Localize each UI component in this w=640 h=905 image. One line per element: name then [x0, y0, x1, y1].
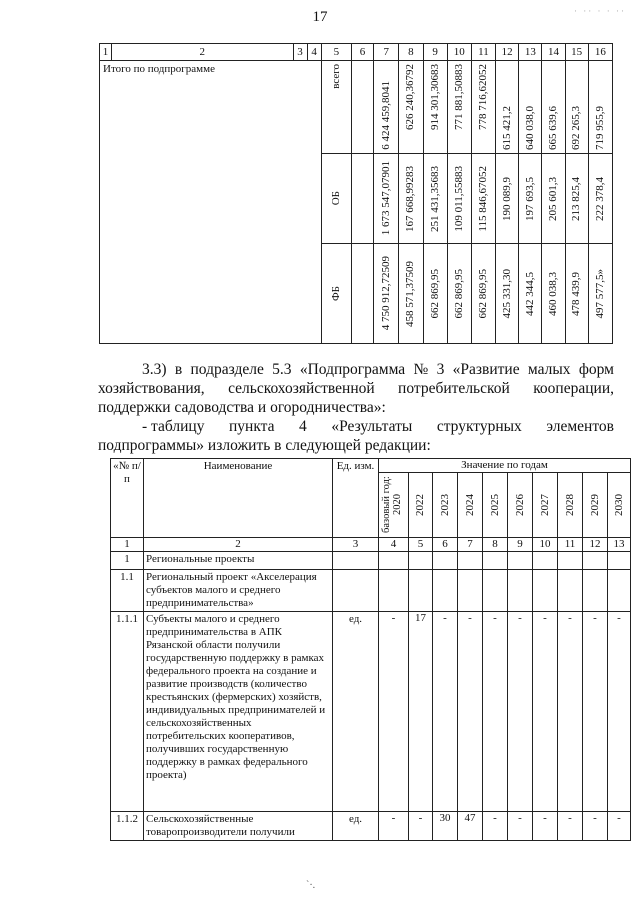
year-header: 2023	[433, 473, 458, 538]
row-value: -	[558, 812, 583, 841]
value-cell: 626 240,36792	[399, 61, 423, 154]
row-num: 1.1	[111, 570, 144, 612]
column-number: 10	[533, 538, 558, 552]
year-header: 2022	[409, 473, 433, 538]
column-number: 2	[112, 44, 293, 61]
value-cell: 197 693,5	[519, 154, 542, 244]
row-value: -	[458, 612, 483, 812]
row-num: 1	[111, 552, 144, 570]
row-value	[379, 552, 409, 570]
row-value	[583, 570, 608, 612]
value-cell: 771 881,50883	[447, 61, 471, 154]
value-cell: 222 378,4	[588, 154, 612, 244]
row-value	[458, 570, 483, 612]
row-value	[433, 570, 458, 612]
row-unit	[333, 552, 379, 570]
column-number: 9	[423, 44, 447, 61]
paragraph-line: хозяйствования, сельскохозяйственной потребительской кооперации,	[98, 380, 614, 397]
column-number: 6	[433, 538, 458, 552]
value-cell: 662 869,95	[447, 244, 471, 344]
row-value	[583, 552, 608, 570]
row-value: -	[583, 812, 608, 841]
page-number: 17	[312, 9, 328, 25]
column-number: 1	[111, 538, 144, 552]
scan-mark: `·.	[306, 880, 316, 891]
table-row	[111, 570, 631, 612]
year-header: 2026	[508, 473, 533, 538]
value-cell: 778 716,62052	[471, 61, 495, 154]
column-number: 5	[321, 44, 351, 61]
column-number: 14	[542, 44, 565, 61]
value-cell: 213 825,4	[565, 154, 588, 244]
row-value	[379, 570, 409, 612]
row-value: -	[409, 812, 433, 841]
row-value	[409, 552, 433, 570]
row-value	[533, 570, 558, 612]
column-number: 4	[379, 538, 409, 552]
group-label-all: всего	[321, 61, 351, 154]
column-number: 8	[483, 538, 508, 552]
row-value: -	[583, 612, 608, 812]
column-number-row	[100, 44, 613, 61]
value-cell: 6 424 459,8041	[374, 61, 399, 154]
value-cell: 109 011,55883	[447, 154, 471, 244]
row-value: 47	[458, 812, 483, 841]
header-row-1	[111, 459, 631, 473]
row-value: -	[533, 812, 558, 841]
column-number: 7	[458, 538, 483, 552]
row-value	[558, 570, 583, 612]
column-number: 12	[583, 538, 608, 552]
row-value: 17	[409, 612, 433, 812]
row-value: -	[608, 612, 631, 812]
row-value: -	[379, 812, 409, 841]
row-value: -	[379, 612, 409, 812]
table-row	[111, 552, 631, 570]
column-number: 5	[409, 538, 433, 552]
column-number: 3	[333, 538, 379, 552]
row-value	[458, 552, 483, 570]
row-value	[508, 552, 533, 570]
column-number: 10	[447, 44, 471, 61]
value-cell: 914 301,30683	[423, 61, 447, 154]
paragraph-line: - таблицу пункта 4 «Результаты структурных элементов	[142, 418, 614, 435]
paragraph-line: подпрограммы» изложить в следующей редакции:	[98, 437, 431, 454]
column-number: 13	[608, 538, 631, 552]
row-value	[608, 570, 631, 612]
year-header: 2029	[583, 473, 608, 538]
row-num: 1.1.2	[111, 812, 144, 841]
year-header: 2028	[558, 473, 583, 538]
header-unit: Ед. изм.	[333, 459, 379, 538]
row-value	[483, 552, 508, 570]
column-number: 13	[519, 44, 542, 61]
value-cell: 665 639,6	[542, 61, 565, 154]
column-number: 7	[374, 44, 399, 61]
value-cell: 497 577,5»	[588, 244, 612, 344]
value-cell: 115 846,67052	[471, 154, 495, 244]
value-cell: 719 955,9	[588, 61, 612, 154]
row-name: Субъекты малого и среднего предпринимательства в АПК Рязанской области получили государственную поддержку в рамках федерального проекта на создание и развитие производств (количество крестьянских (фермерских) хозяйств, индивидуальных предпринимателей и сельскохозяйственных потребительских кооперативов, получивших государственную поддержку в рамках федерального проекта)	[144, 612, 333, 812]
paragraph-line: поддержки садоводства и огородничества»:	[98, 399, 386, 416]
row-value: -	[483, 812, 508, 841]
results-table	[110, 458, 631, 841]
row-value: -	[558, 612, 583, 812]
row-value	[508, 570, 533, 612]
header-num: «№ п/п	[111, 459, 144, 538]
row-value: 30	[433, 812, 458, 841]
total-row-all	[100, 61, 613, 154]
value-cell: 442 344,5	[519, 244, 542, 344]
column-number: 16	[588, 44, 612, 61]
table-row	[111, 812, 631, 841]
year-header: 2027	[533, 473, 558, 538]
column-number: 15	[565, 44, 588, 61]
column-number: 3	[293, 44, 307, 61]
row-value: -	[483, 612, 508, 812]
row-name: Региональные проекты	[144, 552, 333, 570]
column-number: 8	[399, 44, 423, 61]
value-cell: 460 038,3	[542, 244, 565, 344]
instruction-paragraph	[98, 417, 614, 455]
column-number: 11	[558, 538, 583, 552]
value-cell: 425 331,30	[496, 244, 519, 344]
amendment-paragraph	[98, 360, 614, 417]
table-row	[111, 612, 631, 812]
column-number: 2	[144, 538, 333, 552]
margin-scribble: · ·· · · ··	[574, 6, 626, 16]
value-cell: 692 265,3	[565, 61, 588, 154]
value-cell: 662 869,95	[471, 244, 495, 344]
subprogram-total-table	[99, 43, 613, 344]
row-unit: ед.	[333, 812, 379, 841]
row-value	[433, 552, 458, 570]
row-value: -	[433, 612, 458, 812]
row-value: -	[533, 612, 558, 812]
value-cell: 662 869,95	[423, 244, 447, 344]
value-cell: 458 571,37509	[399, 244, 423, 344]
row-name: Сельскохозяйственные товаропроизводители получили	[144, 812, 333, 841]
value-cell: 615 421,2	[496, 61, 519, 154]
value-cell: 640 038,0	[519, 61, 542, 154]
year-header: базовый год: 2020	[379, 473, 409, 538]
group-label-ob: ОБ	[321, 154, 351, 244]
row-value	[483, 570, 508, 612]
column-number: 6	[351, 44, 373, 61]
column-number: 4	[307, 44, 321, 61]
row-value	[558, 552, 583, 570]
value-cell: 167 668,99283	[399, 154, 423, 244]
column-number: 12	[496, 44, 519, 61]
row-label: Итого по подпрограмме	[100, 61, 322, 344]
row-value: -	[508, 812, 533, 841]
header-name: Наименование	[144, 459, 333, 538]
row-value	[608, 552, 631, 570]
row-value: -	[508, 612, 533, 812]
year-header: 2030	[608, 473, 631, 538]
row-value	[533, 552, 558, 570]
row-name: Региональный проект «Акселерация субъектов малого и среднего предпринимательства»	[144, 570, 333, 612]
column-number: 1	[100, 44, 112, 61]
year-header: 2024	[458, 473, 483, 538]
row-value: -	[608, 812, 631, 841]
paragraph-line: 3.3) в подразделе 5.3 «Подпрограмма № 3 «Развитие малых форм	[142, 361, 614, 378]
row-unit: ед.	[333, 612, 379, 812]
year-header: 2025	[483, 473, 508, 538]
value-cell: 251 431,35683	[423, 154, 447, 244]
value-cell: 205 601,3	[542, 154, 565, 244]
group-label-fb: ФБ	[321, 244, 351, 344]
value-cell: 1 673 547,07901	[374, 154, 399, 244]
row-num: 1.1.1	[111, 612, 144, 812]
column-number: 11	[471, 44, 495, 61]
column-number-row	[111, 538, 631, 552]
value-cell: 4 750 912,72509	[374, 244, 399, 344]
value-cell: 478 439,9	[565, 244, 588, 344]
header-years-group: Значение по годам	[379, 459, 631, 473]
column-number: 9	[508, 538, 533, 552]
row-value	[409, 570, 433, 612]
row-unit	[333, 570, 379, 612]
value-cell: 190 089,9	[496, 154, 519, 244]
